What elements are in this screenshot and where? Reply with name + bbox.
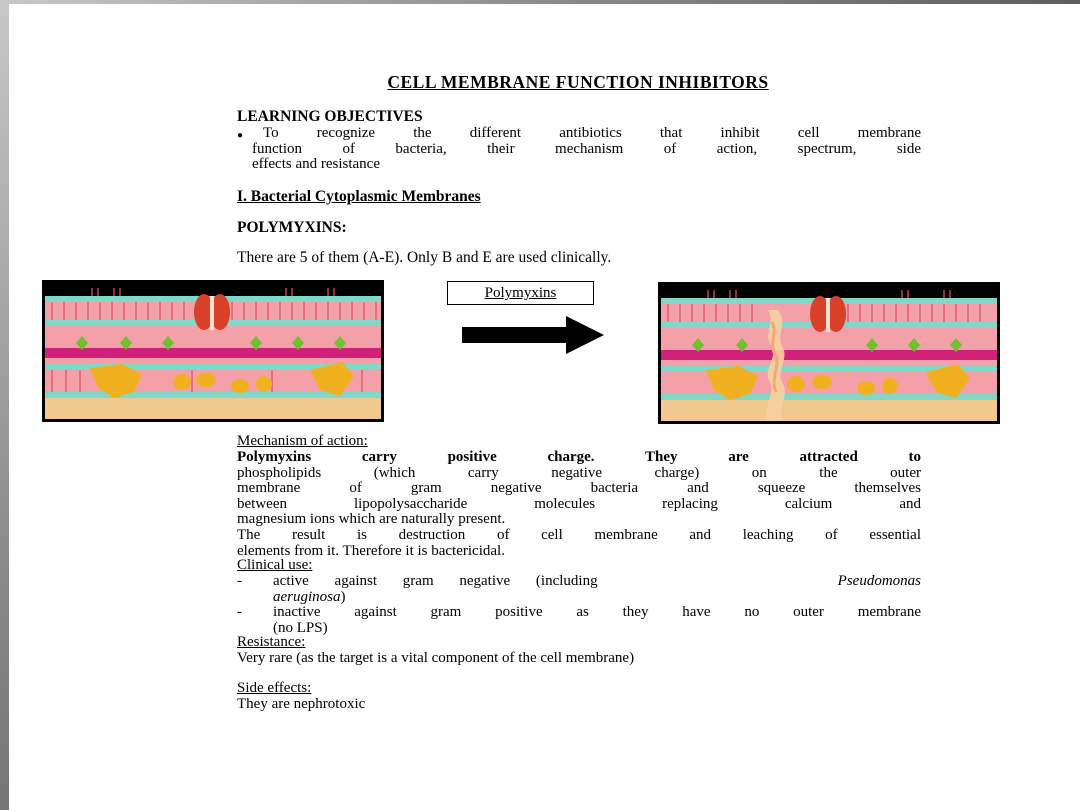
objective-bullet bbox=[237, 126, 921, 173]
objectives-heading: LEARNING OBJECTIVES bbox=[237, 108, 423, 125]
objective-line-2: function of bacteria, their mechanism of action, spectrum, side bbox=[252, 140, 921, 157]
mechanism-line: phospholipids (which carry negative charge) on the outer bbox=[237, 464, 921, 481]
side-effects-text: They are nephrotoxic bbox=[237, 696, 366, 712]
section-heading: I. Bacterial Cytoplasmic Membranes bbox=[237, 188, 481, 205]
result-line: elements from it. Therefore it is bactericidal. bbox=[237, 542, 505, 559]
mechanism-heading: Mechanism of action: bbox=[237, 433, 368, 449]
polymyxins-label: Polymyxins bbox=[447, 281, 594, 305]
mechanism-line: membrane of gram negative bacteria and squeeze themselves bbox=[237, 480, 921, 497]
side-effects-heading: Side effects: bbox=[237, 680, 312, 696]
right-arrow-icon bbox=[462, 316, 604, 354]
clinical-item-2: - inactive against gram positive as they have no outer membrane (no LPS) bbox=[237, 604, 921, 636]
mechanism-line: Polymyxins carry positive charge. They are attracted to bbox=[237, 449, 921, 465]
mechanism-line: between lipopolysaccharide molecules replacing calcium and bbox=[237, 495, 921, 512]
membrane-after-diagram bbox=[658, 282, 1000, 424]
result-line: The result is destruction of cell membrane and leaching of essential bbox=[237, 526, 921, 543]
mechanism-line: magnesium ions which are naturally present. bbox=[237, 511, 506, 528]
drug-intro: There are 5 of them (A-E). Only B and E are used clinically. bbox=[237, 249, 612, 266]
objective-line-3: effects and resistance bbox=[252, 156, 380, 173]
clinical-heading: Clinical use: bbox=[237, 557, 313, 573]
page-title: CELL MEMBRANE FUNCTION INHIBITORS bbox=[387, 72, 769, 92]
membrane-before-diagram bbox=[42, 280, 384, 422]
objective-line-1: To recognize the different antibiotics that inhibit cell membrane bbox=[263, 125, 921, 141]
resistance-text: Very rare (as the target is a vital component of the cell membrane) bbox=[237, 650, 635, 666]
drug-heading: POLYMYXINS: bbox=[237, 219, 347, 236]
resistance-heading: Resistance: bbox=[237, 634, 306, 650]
mechanism-paragraph bbox=[237, 450, 921, 559]
bullet-icon: ● bbox=[237, 130, 244, 141]
clinical-item-1: - active against gram negative (including Pseudomonas aeruginosa) bbox=[237, 573, 921, 605]
